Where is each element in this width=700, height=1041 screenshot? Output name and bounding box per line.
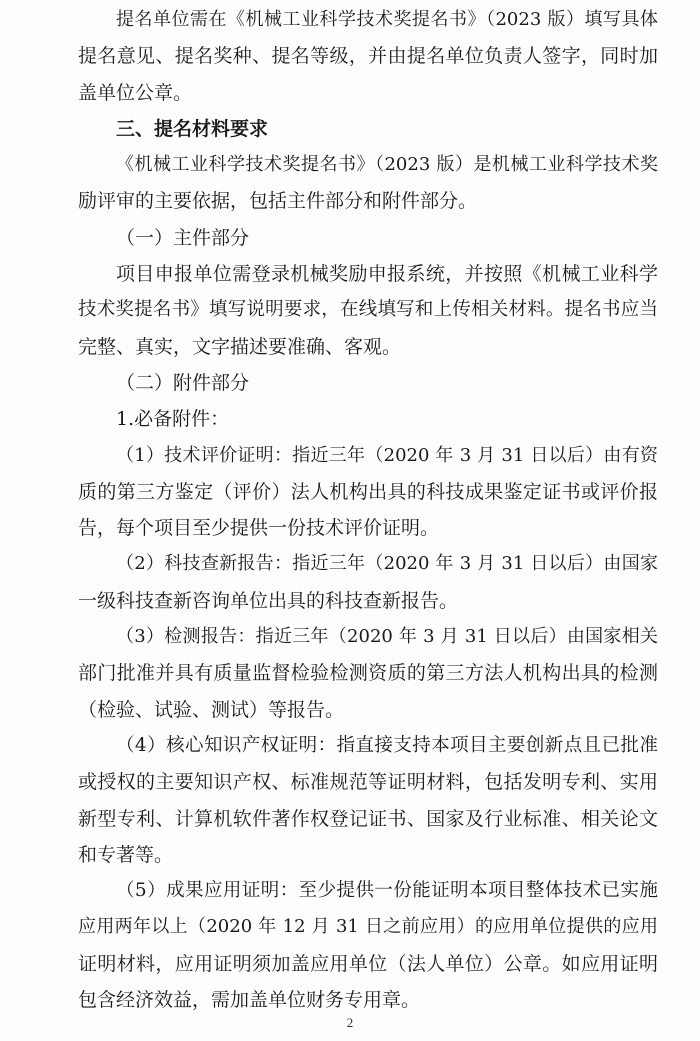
text-line: 包含经济效益，需加盖单位财务专用章。: [78, 989, 421, 1012]
text-line: 1.必备附件：: [116, 408, 230, 431]
text-line: 励评审的主要依据，包括主件部分和附件部分。: [78, 190, 478, 213]
text-line: （4）核心知识产权证明：指直接支持本项目主要创新点且已批准: [116, 734, 658, 756]
text-line: 一级科技查新咨询单位出具的科技查新报告。: [78, 589, 459, 612]
text-line: 证明材料，应用证明须加盖应用单位（法人单位）公章。如应用证明: [78, 952, 658, 975]
text-line: 告，每个项目至少提供一份技术评价证明。: [78, 517, 440, 540]
text-line: （2）科技查新报告：指近三年（2020 年 3 月 31 日以后）由国家: [116, 553, 658, 575]
text-line: 应用两年以上（2020 年 12 月 31 日之前应用）的应用单位提供的应用: [78, 916, 658, 938]
text-line: （5）成果应用证明：至少提供一份能证明本项目整体技术已实施: [116, 880, 658, 902]
section-heading: 三、提名材料要求: [116, 117, 269, 140]
page-number: 2: [346, 1015, 354, 1030]
text-line: 项目申报单位需登录机械奖励申报系统，并按照《机械工业科学: [116, 263, 658, 286]
text-line: 提名单位需在《机械工业科学技术奖提名书》（2023 版）填写具体: [116, 9, 658, 30]
text-line: 技术奖提名书》填写说明要求，在线填写和上传相关材料。提名书应当: [78, 299, 658, 321]
text-line: 部门批准并具有质量监督检验检测资质的第三方法人机构出具的检测: [78, 662, 658, 685]
text-line: 新型专利、计算机软件著作权登记证书、国家及行业标准、相关论文: [78, 807, 658, 830]
document-body: [78, 2, 658, 1018]
text-line: （3）检测报告：指近三年（2020 年 3 月 31 日以后）由国家相关: [116, 626, 658, 648]
text-line: 提名意见、提名奖种、提名等级，并由提名单位负责人签字，同时加: [78, 45, 658, 68]
text-line: 质的第三方鉴定（评价）法人机构出具的科技成果鉴定证书或评价报: [78, 480, 658, 503]
text-line: 和专著等。: [78, 843, 174, 866]
text-line: 完整、真实，文字描述要准确、客观。: [78, 335, 402, 358]
text-line: （二）附件部分: [116, 371, 250, 394]
text-line: 或授权的主要知识产权、标准规范等证明材料，包括发明专利、实用: [78, 771, 658, 794]
text-line: （检验、试验、测试）等报告。: [78, 698, 345, 721]
text-line: （1）技术评价证明：指近三年（2020 年 3 月 31 日以后）由有资: [116, 444, 658, 466]
text-line: （一）主件部分: [116, 226, 250, 249]
text-line: 盖单位公章。: [78, 81, 193, 104]
text-line: 《机械工业科学技术奖提名书》（2023 版）是机械工业科学技术奖: [116, 154, 658, 176]
